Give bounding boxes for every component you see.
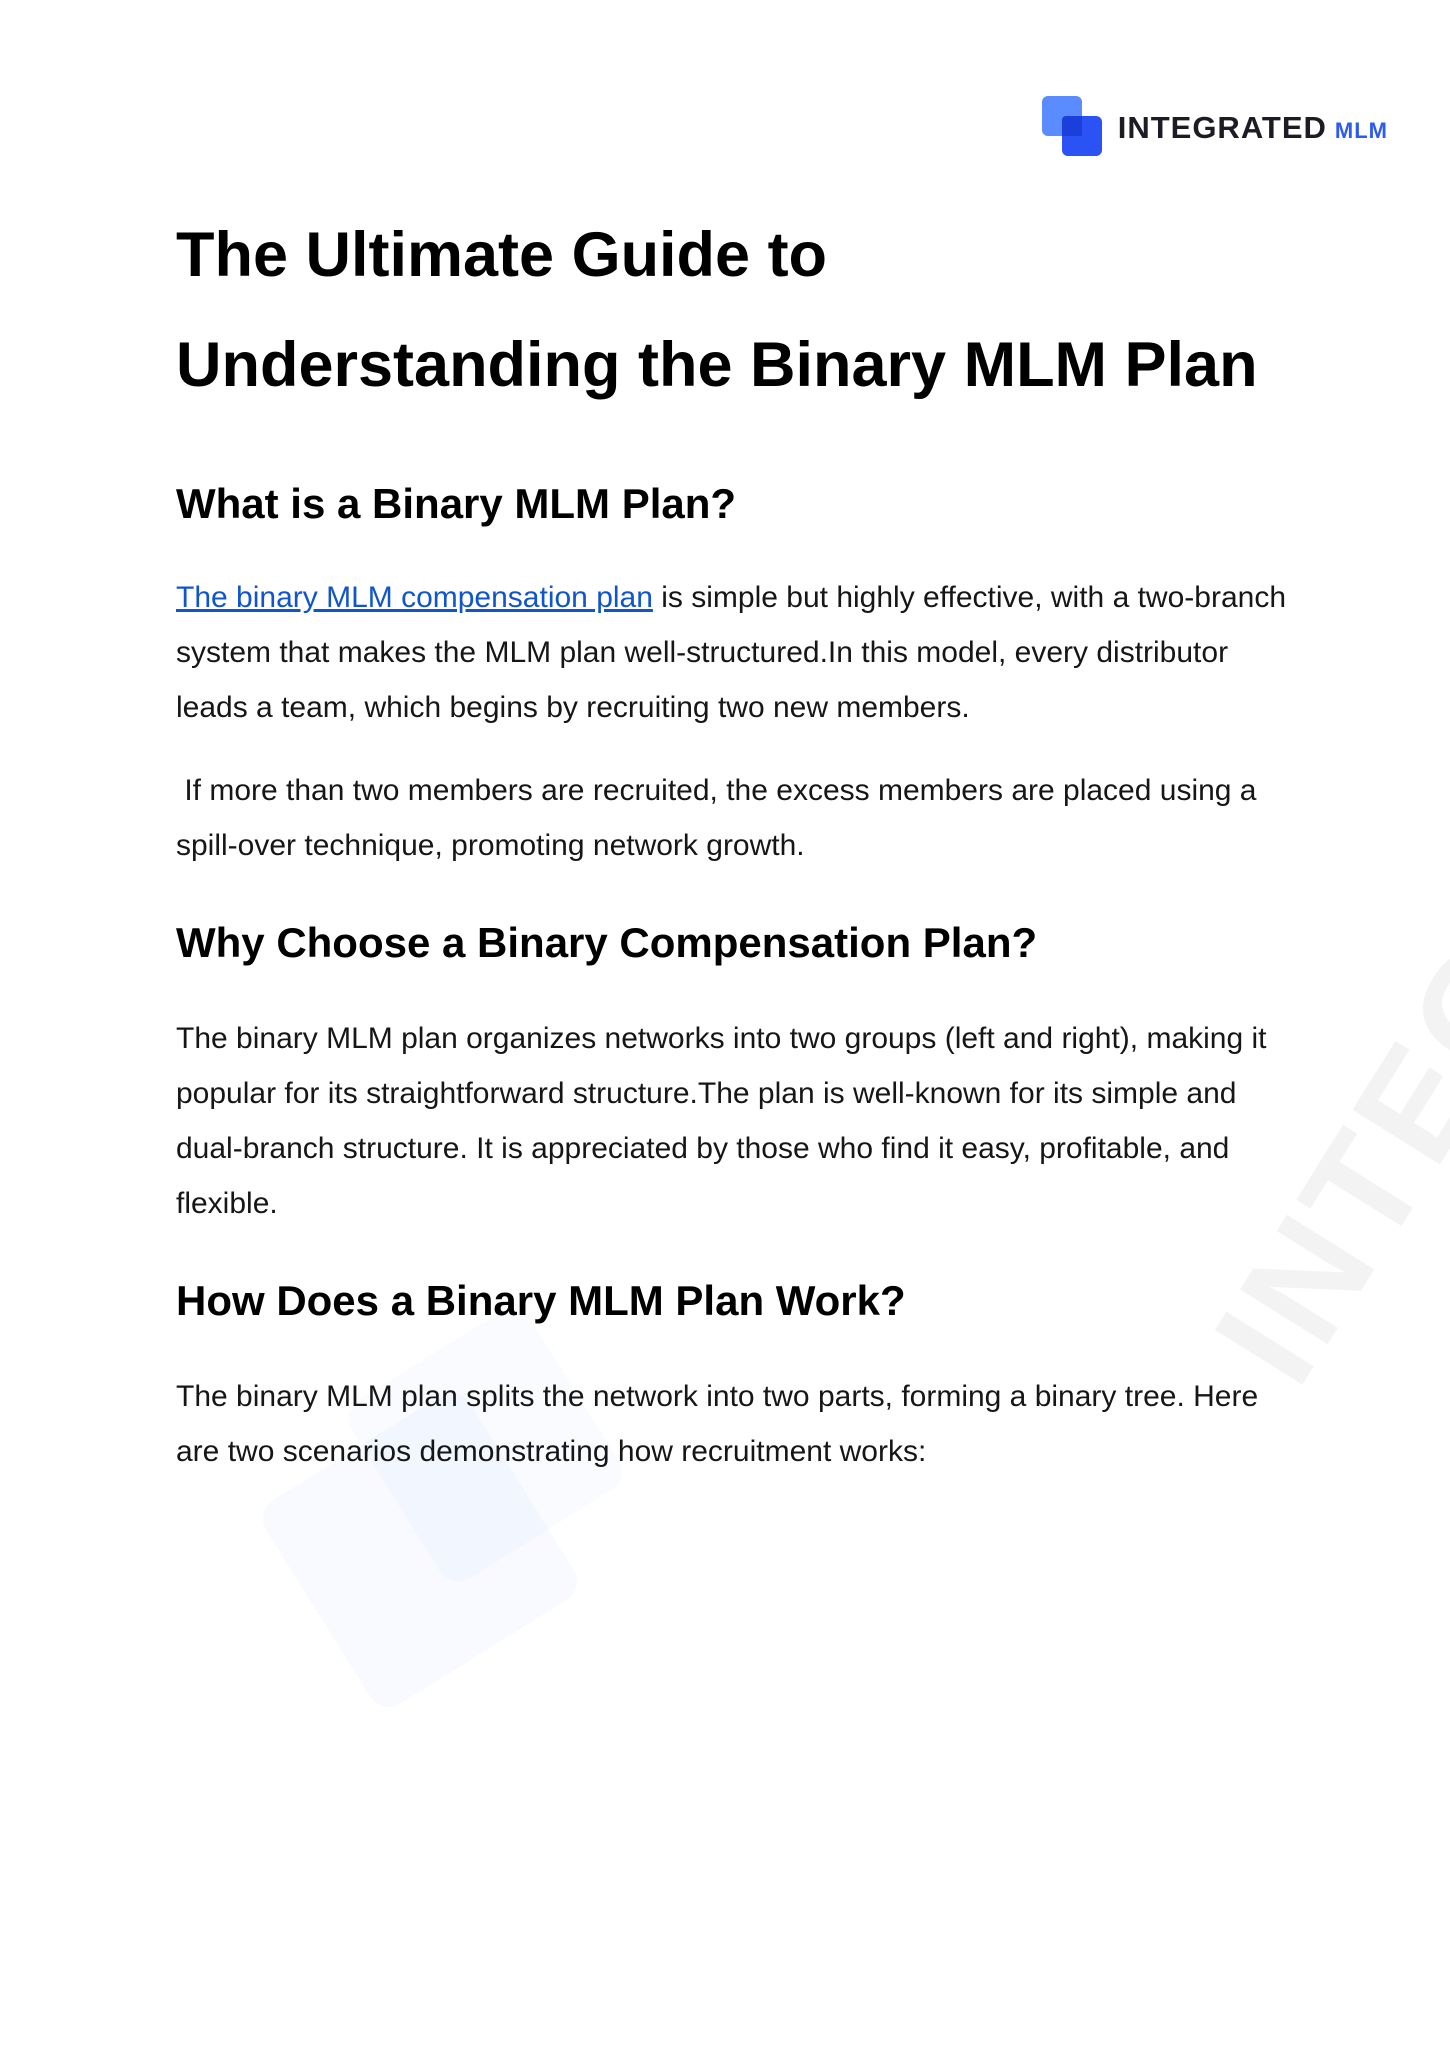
section-paragraph: The binary MLM plan splits the network into two parts, forming a binary tree. Here are two scenarios demonstrating how recruitment works: — [176, 1380, 1259, 1468]
document-title — [176, 200, 1296, 420]
title-line-2: Understanding the Binary MLM Plan — [176, 330, 1258, 400]
logo-name: INTEGRATED — [1117, 110, 1327, 145]
logo-squares-icon — [1042, 96, 1106, 160]
section-paragraph — [176, 570, 1296, 735]
document-body — [176, 200, 1296, 1479]
compensation-plan-link[interactable]: The binary MLM compensation plan — [176, 581, 653, 614]
section-paragraph: The binary MLM plan organizes networks into two groups (left and right), making it popular for its straightforward structure.The plan is well-known for its simple and dual-branch structure. It is appreciated by those who find it easy, profitable, and flexible. — [176, 1022, 1267, 1220]
logo-sub: MLM — [1334, 118, 1388, 143]
logo-wordmark — [1118, 110, 1388, 146]
section-heading-what-is: What is a Binary MLM Plan? — [176, 480, 737, 527]
section-heading-how-it-works: How Does a Binary MLM Plan Work? — [176, 1277, 906, 1324]
paragraph-text: is simple but highly effective, with a two-branch system that makes the MLM plan well-structured.In this model, every distributor leads a team, which begins by recruiting two new members. — [176, 581, 1286, 724]
title-line-1: The Ultimate Guide to — [176, 220, 828, 290]
brand-logo — [1042, 96, 1388, 160]
section-paragraph: If more than two members are recruited, the excess members are placed using a spill-over technique, promoting network growth. — [176, 774, 1265, 862]
section-heading-why-choose: Why Choose a Binary Compensation Plan? — [176, 919, 1038, 966]
